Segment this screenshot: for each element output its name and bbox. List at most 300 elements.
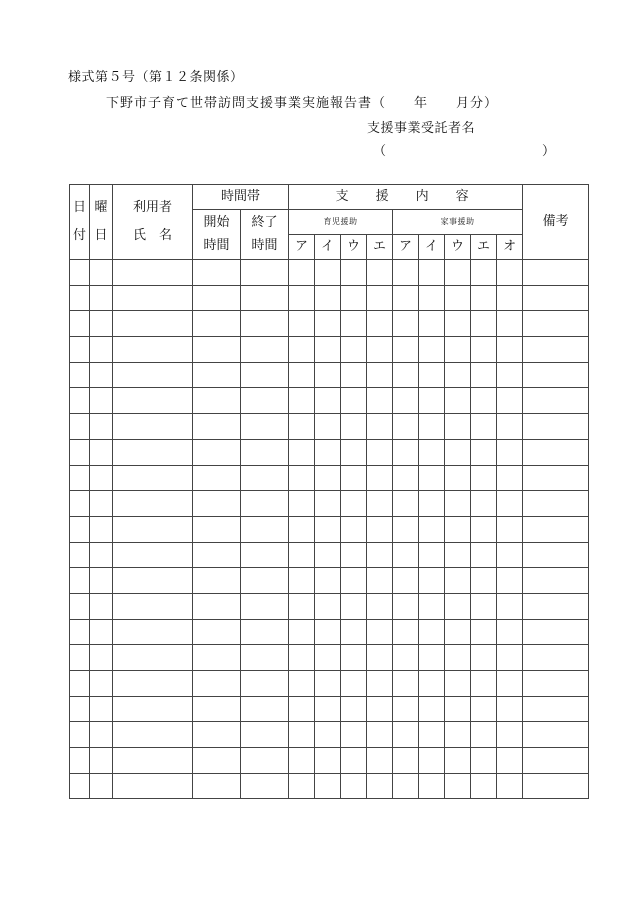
cell-housework-i[interactable] bbox=[419, 645, 445, 671]
cell-childcare-a[interactable] bbox=[289, 311, 315, 337]
cell-end-time[interactable] bbox=[241, 671, 289, 697]
cell-housework-a[interactable] bbox=[393, 414, 419, 440]
cell-childcare-e[interactable] bbox=[367, 439, 393, 465]
cell-remarks[interactable] bbox=[523, 722, 589, 748]
cell-housework-a[interactable] bbox=[393, 439, 419, 465]
cell-childcare-e[interactable] bbox=[367, 362, 393, 388]
cell-start-time[interactable] bbox=[193, 593, 241, 619]
cell-housework-u[interactable] bbox=[445, 414, 471, 440]
cell-housework-u[interactable] bbox=[445, 439, 471, 465]
cell-housework-i[interactable] bbox=[419, 439, 445, 465]
cell-childcare-u[interactable] bbox=[341, 491, 367, 517]
cell-childcare-e[interactable] bbox=[367, 619, 393, 645]
cell-end-time[interactable] bbox=[241, 465, 289, 491]
cell-housework-u[interactable] bbox=[445, 285, 471, 311]
cell-weekday[interactable] bbox=[90, 722, 113, 748]
cell-user-name[interactable] bbox=[113, 465, 193, 491]
cell-weekday[interactable] bbox=[90, 491, 113, 517]
cell-day[interactable] bbox=[70, 696, 90, 722]
cell-housework-o[interactable] bbox=[497, 542, 523, 568]
cell-housework-i[interactable] bbox=[419, 362, 445, 388]
cell-day[interactable] bbox=[70, 491, 90, 517]
cell-housework-o[interactable] bbox=[497, 619, 523, 645]
cell-childcare-i[interactable] bbox=[315, 722, 341, 748]
cell-housework-o[interactable] bbox=[497, 491, 523, 517]
cell-childcare-i[interactable] bbox=[315, 439, 341, 465]
cell-user-name[interactable] bbox=[113, 337, 193, 363]
cell-remarks[interactable] bbox=[523, 491, 589, 517]
cell-day[interactable] bbox=[70, 773, 90, 799]
cell-childcare-u[interactable] bbox=[341, 748, 367, 774]
cell-housework-e[interactable] bbox=[471, 439, 497, 465]
cell-remarks[interactable] bbox=[523, 362, 589, 388]
cell-childcare-a[interactable] bbox=[289, 748, 315, 774]
cell-childcare-u[interactable] bbox=[341, 337, 367, 363]
cell-day[interactable] bbox=[70, 722, 90, 748]
cell-weekday[interactable] bbox=[90, 593, 113, 619]
cell-childcare-u[interactable] bbox=[341, 388, 367, 414]
cell-user-name[interactable] bbox=[113, 260, 193, 286]
cell-housework-e[interactable] bbox=[471, 388, 497, 414]
cell-weekday[interactable] bbox=[90, 671, 113, 697]
cell-housework-i[interactable] bbox=[419, 696, 445, 722]
cell-housework-a[interactable] bbox=[393, 671, 419, 697]
cell-weekday[interactable] bbox=[90, 542, 113, 568]
cell-housework-i[interactable] bbox=[419, 542, 445, 568]
cell-housework-o[interactable] bbox=[497, 671, 523, 697]
cell-user-name[interactable] bbox=[113, 285, 193, 311]
cell-housework-u[interactable] bbox=[445, 645, 471, 671]
cell-housework-e[interactable] bbox=[471, 593, 497, 619]
cell-weekday[interactable] bbox=[90, 285, 113, 311]
cell-user-name[interactable] bbox=[113, 439, 193, 465]
cell-housework-i[interactable] bbox=[419, 285, 445, 311]
cell-user-name[interactable] bbox=[113, 773, 193, 799]
cell-childcare-i[interactable] bbox=[315, 465, 341, 491]
cell-day[interactable] bbox=[70, 645, 90, 671]
cell-end-time[interactable] bbox=[241, 491, 289, 517]
cell-day[interactable] bbox=[70, 388, 90, 414]
cell-remarks[interactable] bbox=[523, 465, 589, 491]
cell-childcare-e[interactable] bbox=[367, 773, 393, 799]
cell-day[interactable] bbox=[70, 593, 90, 619]
cell-childcare-e[interactable] bbox=[367, 542, 393, 568]
cell-start-time[interactable] bbox=[193, 439, 241, 465]
cell-remarks[interactable] bbox=[523, 671, 589, 697]
cell-end-time[interactable] bbox=[241, 285, 289, 311]
cell-start-time[interactable] bbox=[193, 568, 241, 594]
cell-day[interactable] bbox=[70, 337, 90, 363]
cell-housework-i[interactable] bbox=[419, 619, 445, 645]
cell-childcare-u[interactable] bbox=[341, 260, 367, 286]
cell-childcare-i[interactable] bbox=[315, 568, 341, 594]
cell-childcare-e[interactable] bbox=[367, 260, 393, 286]
cell-end-time[interactable] bbox=[241, 516, 289, 542]
cell-remarks[interactable] bbox=[523, 696, 589, 722]
cell-childcare-a[interactable] bbox=[289, 414, 315, 440]
cell-housework-u[interactable] bbox=[445, 671, 471, 697]
cell-housework-o[interactable] bbox=[497, 568, 523, 594]
cell-childcare-a[interactable] bbox=[289, 362, 315, 388]
cell-childcare-u[interactable] bbox=[341, 362, 367, 388]
cell-childcare-u[interactable] bbox=[341, 516, 367, 542]
cell-end-time[interactable] bbox=[241, 311, 289, 337]
cell-housework-e[interactable] bbox=[471, 465, 497, 491]
cell-weekday[interactable] bbox=[90, 619, 113, 645]
cell-childcare-u[interactable] bbox=[341, 568, 367, 594]
cell-day[interactable] bbox=[70, 362, 90, 388]
cell-childcare-a[interactable] bbox=[289, 337, 315, 363]
cell-childcare-u[interactable] bbox=[341, 285, 367, 311]
cell-end-time[interactable] bbox=[241, 542, 289, 568]
cell-childcare-i[interactable] bbox=[315, 388, 341, 414]
cell-childcare-e[interactable] bbox=[367, 671, 393, 697]
cell-housework-i[interactable] bbox=[419, 671, 445, 697]
cell-start-time[interactable] bbox=[193, 671, 241, 697]
cell-remarks[interactable] bbox=[523, 619, 589, 645]
cell-housework-o[interactable] bbox=[497, 311, 523, 337]
cell-user-name[interactable] bbox=[113, 568, 193, 594]
cell-housework-i[interactable] bbox=[419, 337, 445, 363]
cell-weekday[interactable] bbox=[90, 748, 113, 774]
cell-housework-e[interactable] bbox=[471, 516, 497, 542]
cell-day[interactable] bbox=[70, 748, 90, 774]
cell-start-time[interactable] bbox=[193, 260, 241, 286]
cell-childcare-i[interactable] bbox=[315, 516, 341, 542]
cell-childcare-i[interactable] bbox=[315, 414, 341, 440]
cell-housework-e[interactable] bbox=[471, 722, 497, 748]
cell-weekday[interactable] bbox=[90, 414, 113, 440]
cell-housework-u[interactable] bbox=[445, 362, 471, 388]
cell-housework-a[interactable] bbox=[393, 619, 419, 645]
cell-start-time[interactable] bbox=[193, 516, 241, 542]
cell-housework-u[interactable] bbox=[445, 516, 471, 542]
cell-housework-a[interactable] bbox=[393, 593, 419, 619]
cell-childcare-i[interactable] bbox=[315, 260, 341, 286]
cell-end-time[interactable] bbox=[241, 362, 289, 388]
cell-housework-a[interactable] bbox=[393, 260, 419, 286]
cell-housework-o[interactable] bbox=[497, 593, 523, 619]
cell-housework-u[interactable] bbox=[445, 773, 471, 799]
cell-housework-o[interactable] bbox=[497, 414, 523, 440]
cell-weekday[interactable] bbox=[90, 465, 113, 491]
cell-day[interactable] bbox=[70, 568, 90, 594]
cell-housework-u[interactable] bbox=[445, 696, 471, 722]
cell-housework-a[interactable] bbox=[393, 696, 419, 722]
cell-housework-e[interactable] bbox=[471, 362, 497, 388]
cell-start-time[interactable] bbox=[193, 748, 241, 774]
cell-childcare-u[interactable] bbox=[341, 773, 367, 799]
cell-childcare-u[interactable] bbox=[341, 465, 367, 491]
cell-weekday[interactable] bbox=[90, 362, 113, 388]
cell-housework-o[interactable] bbox=[497, 439, 523, 465]
cell-user-name[interactable] bbox=[113, 593, 193, 619]
cell-housework-i[interactable] bbox=[419, 773, 445, 799]
cell-end-time[interactable] bbox=[241, 414, 289, 440]
cell-end-time[interactable] bbox=[241, 619, 289, 645]
cell-housework-o[interactable] bbox=[497, 645, 523, 671]
cell-housework-i[interactable] bbox=[419, 388, 445, 414]
cell-user-name[interactable] bbox=[113, 516, 193, 542]
cell-childcare-i[interactable] bbox=[315, 748, 341, 774]
cell-childcare-a[interactable] bbox=[289, 722, 315, 748]
cell-end-time[interactable] bbox=[241, 645, 289, 671]
cell-weekday[interactable] bbox=[90, 439, 113, 465]
cell-childcare-a[interactable] bbox=[289, 773, 315, 799]
cell-housework-a[interactable] bbox=[393, 285, 419, 311]
cell-weekday[interactable] bbox=[90, 311, 113, 337]
cell-user-name[interactable] bbox=[113, 696, 193, 722]
cell-user-name[interactable] bbox=[113, 722, 193, 748]
cell-remarks[interactable] bbox=[523, 542, 589, 568]
cell-end-time[interactable] bbox=[241, 722, 289, 748]
cell-childcare-a[interactable] bbox=[289, 516, 315, 542]
cell-childcare-e[interactable] bbox=[367, 337, 393, 363]
cell-housework-i[interactable] bbox=[419, 414, 445, 440]
cell-childcare-e[interactable] bbox=[367, 414, 393, 440]
cell-housework-a[interactable] bbox=[393, 337, 419, 363]
cell-day[interactable] bbox=[70, 439, 90, 465]
cell-childcare-u[interactable] bbox=[341, 542, 367, 568]
cell-user-name[interactable] bbox=[113, 491, 193, 517]
cell-childcare-i[interactable] bbox=[315, 645, 341, 671]
cell-start-time[interactable] bbox=[193, 645, 241, 671]
cell-day[interactable] bbox=[70, 311, 90, 337]
cell-remarks[interactable] bbox=[523, 568, 589, 594]
cell-childcare-u[interactable] bbox=[341, 645, 367, 671]
cell-housework-e[interactable] bbox=[471, 671, 497, 697]
cell-user-name[interactable] bbox=[113, 388, 193, 414]
cell-remarks[interactable] bbox=[523, 388, 589, 414]
cell-housework-a[interactable] bbox=[393, 311, 419, 337]
cell-housework-e[interactable] bbox=[471, 491, 497, 517]
cell-start-time[interactable] bbox=[193, 311, 241, 337]
cell-childcare-e[interactable] bbox=[367, 748, 393, 774]
cell-housework-u[interactable] bbox=[445, 260, 471, 286]
cell-housework-e[interactable] bbox=[471, 696, 497, 722]
cell-childcare-i[interactable] bbox=[315, 593, 341, 619]
cell-housework-o[interactable] bbox=[497, 465, 523, 491]
cell-housework-o[interactable] bbox=[497, 748, 523, 774]
cell-day[interactable] bbox=[70, 671, 90, 697]
cell-housework-u[interactable] bbox=[445, 388, 471, 414]
cell-childcare-e[interactable] bbox=[367, 491, 393, 517]
cell-housework-u[interactable] bbox=[445, 619, 471, 645]
cell-end-time[interactable] bbox=[241, 337, 289, 363]
cell-user-name[interactable] bbox=[113, 542, 193, 568]
cell-childcare-a[interactable] bbox=[289, 285, 315, 311]
cell-end-time[interactable] bbox=[241, 593, 289, 619]
cell-housework-e[interactable] bbox=[471, 337, 497, 363]
cell-housework-a[interactable] bbox=[393, 722, 419, 748]
cell-weekday[interactable] bbox=[90, 516, 113, 542]
cell-childcare-e[interactable] bbox=[367, 593, 393, 619]
cell-childcare-u[interactable] bbox=[341, 671, 367, 697]
cell-remarks[interactable] bbox=[523, 260, 589, 286]
cell-childcare-i[interactable] bbox=[315, 773, 341, 799]
cell-housework-e[interactable] bbox=[471, 645, 497, 671]
cell-start-time[interactable] bbox=[193, 388, 241, 414]
cell-housework-a[interactable] bbox=[393, 773, 419, 799]
cell-childcare-u[interactable] bbox=[341, 696, 367, 722]
cell-childcare-i[interactable] bbox=[315, 311, 341, 337]
cell-housework-o[interactable] bbox=[497, 285, 523, 311]
cell-childcare-e[interactable] bbox=[367, 388, 393, 414]
cell-childcare-u[interactable] bbox=[341, 414, 367, 440]
cell-user-name[interactable] bbox=[113, 748, 193, 774]
cell-remarks[interactable] bbox=[523, 337, 589, 363]
cell-housework-e[interactable] bbox=[471, 542, 497, 568]
cell-end-time[interactable] bbox=[241, 568, 289, 594]
cell-weekday[interactable] bbox=[90, 773, 113, 799]
cell-remarks[interactable] bbox=[523, 285, 589, 311]
cell-end-time[interactable] bbox=[241, 439, 289, 465]
cell-housework-o[interactable] bbox=[497, 337, 523, 363]
cell-housework-e[interactable] bbox=[471, 414, 497, 440]
cell-remarks[interactable] bbox=[523, 311, 589, 337]
cell-remarks[interactable] bbox=[523, 593, 589, 619]
cell-childcare-i[interactable] bbox=[315, 696, 341, 722]
cell-childcare-a[interactable] bbox=[289, 593, 315, 619]
cell-housework-a[interactable] bbox=[393, 465, 419, 491]
cell-remarks[interactable] bbox=[523, 748, 589, 774]
cell-childcare-i[interactable] bbox=[315, 285, 341, 311]
cell-childcare-a[interactable] bbox=[289, 619, 315, 645]
cell-day[interactable] bbox=[70, 619, 90, 645]
cell-start-time[interactable] bbox=[193, 362, 241, 388]
cell-end-time[interactable] bbox=[241, 748, 289, 774]
cell-childcare-i[interactable] bbox=[315, 362, 341, 388]
cell-weekday[interactable] bbox=[90, 645, 113, 671]
cell-childcare-a[interactable] bbox=[289, 439, 315, 465]
cell-childcare-i[interactable] bbox=[315, 491, 341, 517]
cell-housework-u[interactable] bbox=[445, 337, 471, 363]
cell-childcare-e[interactable] bbox=[367, 285, 393, 311]
cell-start-time[interactable] bbox=[193, 619, 241, 645]
cell-childcare-e[interactable] bbox=[367, 311, 393, 337]
cell-user-name[interactable] bbox=[113, 362, 193, 388]
cell-start-time[interactable] bbox=[193, 773, 241, 799]
cell-childcare-i[interactable] bbox=[315, 671, 341, 697]
cell-user-name[interactable] bbox=[113, 671, 193, 697]
cell-user-name[interactable] bbox=[113, 311, 193, 337]
cell-start-time[interactable] bbox=[193, 285, 241, 311]
cell-housework-o[interactable] bbox=[497, 773, 523, 799]
cell-housework-a[interactable] bbox=[393, 516, 419, 542]
cell-housework-o[interactable] bbox=[497, 722, 523, 748]
cell-remarks[interactable] bbox=[523, 414, 589, 440]
cell-housework-e[interactable] bbox=[471, 748, 497, 774]
cell-day[interactable] bbox=[70, 465, 90, 491]
cell-end-time[interactable] bbox=[241, 260, 289, 286]
cell-childcare-e[interactable] bbox=[367, 568, 393, 594]
cell-start-time[interactable] bbox=[193, 414, 241, 440]
cell-housework-o[interactable] bbox=[497, 696, 523, 722]
cell-start-time[interactable] bbox=[193, 491, 241, 517]
cell-housework-a[interactable] bbox=[393, 568, 419, 594]
cell-day[interactable] bbox=[70, 285, 90, 311]
cell-housework-o[interactable] bbox=[497, 388, 523, 414]
cell-childcare-a[interactable] bbox=[289, 388, 315, 414]
cell-weekday[interactable] bbox=[90, 337, 113, 363]
cell-housework-i[interactable] bbox=[419, 593, 445, 619]
cell-childcare-u[interactable] bbox=[341, 619, 367, 645]
cell-childcare-u[interactable] bbox=[341, 593, 367, 619]
cell-housework-i[interactable] bbox=[419, 311, 445, 337]
cell-housework-u[interactable] bbox=[445, 491, 471, 517]
cell-childcare-a[interactable] bbox=[289, 465, 315, 491]
cell-childcare-a[interactable] bbox=[289, 260, 315, 286]
cell-housework-a[interactable] bbox=[393, 542, 419, 568]
cell-housework-e[interactable] bbox=[471, 311, 497, 337]
cell-weekday[interactable] bbox=[90, 260, 113, 286]
cell-housework-i[interactable] bbox=[419, 491, 445, 517]
cell-childcare-a[interactable] bbox=[289, 568, 315, 594]
cell-housework-i[interactable] bbox=[419, 516, 445, 542]
cell-childcare-u[interactable] bbox=[341, 439, 367, 465]
cell-housework-e[interactable] bbox=[471, 568, 497, 594]
cell-start-time[interactable] bbox=[193, 696, 241, 722]
cell-remarks[interactable] bbox=[523, 773, 589, 799]
cell-housework-i[interactable] bbox=[419, 568, 445, 594]
cell-childcare-a[interactable] bbox=[289, 542, 315, 568]
cell-housework-i[interactable] bbox=[419, 722, 445, 748]
cell-housework-e[interactable] bbox=[471, 260, 497, 286]
cell-start-time[interactable] bbox=[193, 722, 241, 748]
cell-user-name[interactable] bbox=[113, 645, 193, 671]
cell-housework-o[interactable] bbox=[497, 362, 523, 388]
cell-weekday[interactable] bbox=[90, 388, 113, 414]
cell-childcare-a[interactable] bbox=[289, 491, 315, 517]
cell-user-name[interactable] bbox=[113, 414, 193, 440]
cell-housework-u[interactable] bbox=[445, 542, 471, 568]
cell-childcare-i[interactable] bbox=[315, 619, 341, 645]
cell-housework-e[interactable] bbox=[471, 285, 497, 311]
cell-childcare-a[interactable] bbox=[289, 671, 315, 697]
cell-housework-a[interactable] bbox=[393, 388, 419, 414]
cell-childcare-u[interactable] bbox=[341, 311, 367, 337]
cell-weekday[interactable] bbox=[90, 696, 113, 722]
cell-housework-i[interactable] bbox=[419, 260, 445, 286]
cell-childcare-u[interactable] bbox=[341, 722, 367, 748]
cell-end-time[interactable] bbox=[241, 388, 289, 414]
cell-housework-u[interactable] bbox=[445, 465, 471, 491]
cell-housework-e[interactable] bbox=[471, 619, 497, 645]
cell-remarks[interactable] bbox=[523, 645, 589, 671]
cell-day[interactable] bbox=[70, 414, 90, 440]
cell-housework-u[interactable] bbox=[445, 568, 471, 594]
cell-day[interactable] bbox=[70, 260, 90, 286]
cell-housework-a[interactable] bbox=[393, 645, 419, 671]
cell-start-time[interactable] bbox=[193, 337, 241, 363]
cell-childcare-e[interactable] bbox=[367, 465, 393, 491]
cell-housework-u[interactable] bbox=[445, 722, 471, 748]
cell-housework-i[interactable] bbox=[419, 748, 445, 774]
cell-remarks[interactable] bbox=[523, 439, 589, 465]
cell-childcare-a[interactable] bbox=[289, 696, 315, 722]
cell-day[interactable] bbox=[70, 516, 90, 542]
cell-housework-o[interactable] bbox=[497, 260, 523, 286]
cell-user-name[interactable] bbox=[113, 619, 193, 645]
cell-housework-e[interactable] bbox=[471, 773, 497, 799]
cell-childcare-i[interactable] bbox=[315, 337, 341, 363]
cell-housework-i[interactable] bbox=[419, 465, 445, 491]
cell-start-time[interactable] bbox=[193, 465, 241, 491]
cell-remarks[interactable] bbox=[523, 516, 589, 542]
cell-start-time[interactable] bbox=[193, 542, 241, 568]
cell-housework-o[interactable] bbox=[497, 516, 523, 542]
cell-childcare-a[interactable] bbox=[289, 645, 315, 671]
